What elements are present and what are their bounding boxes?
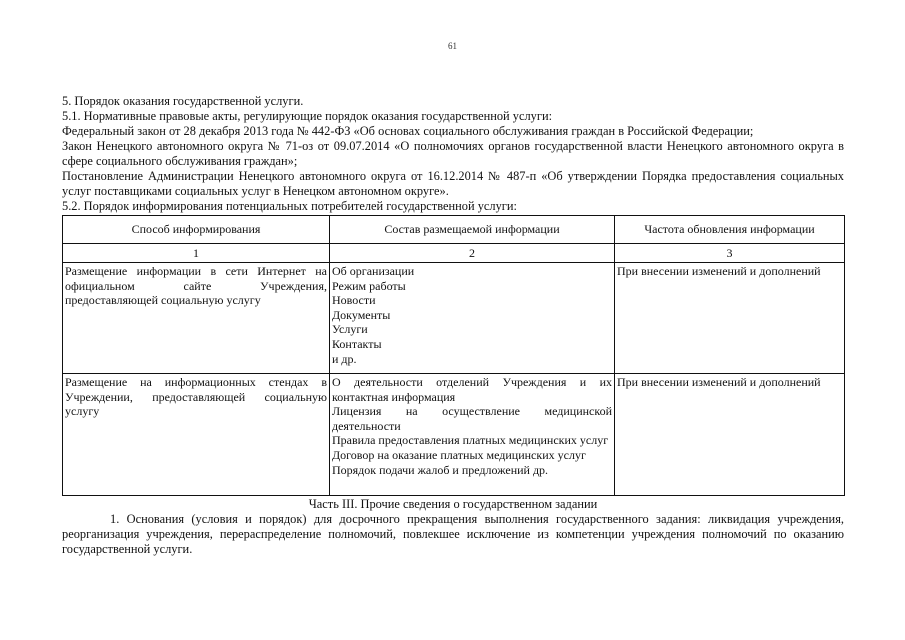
- document-body: [62, 94, 844, 557]
- section-5-2-heading: 5.2. Порядок информирования потенциальных потребителей государственной услуги:: [62, 199, 517, 213]
- table-header-cell: Состав размещаемой информации: [330, 216, 615, 244]
- section-5-heading: 5. Порядок оказания государственной услуги.: [62, 94, 304, 108]
- administration-resolution-reference: Постановление Администрации Ненецкого автономного округа от 16.12.2014 № 487-п «Об утверждении Порядка предоставления социальных услуг поставщиками социальных услуг в Ненецком автономном округе».: [62, 169, 844, 198]
- content-cell: [330, 263, 615, 374]
- regional-law-reference: Закон Ненецкого автономного округа № 71-оз от 09.07.2014 «О полномочиях органов государственной власти Ненецкого автономного округа в сфере социального обслуживания граждан»;: [62, 139, 844, 168]
- content-item: Контакты: [332, 336, 382, 351]
- content-cell: [330, 374, 615, 496]
- table-header-cell: Частота обновления информации: [615, 216, 845, 244]
- method-cell: Размещение на информационных стендах в Учреждении, предоставляющей социальную услугу: [63, 374, 330, 496]
- content-item: Порядок подачи жалоб и предложений др.: [332, 462, 549, 477]
- table-header-row: [63, 216, 845, 244]
- content-item: Правила предоставления платных медицинских услуг: [332, 433, 609, 448]
- frequency-cell: При внесении изменений и дополнений: [615, 263, 845, 374]
- column-number-cell: 1: [63, 244, 330, 263]
- content-item: Услуги: [332, 322, 368, 337]
- frequency-cell: При внесении изменений и дополнений: [615, 374, 845, 496]
- content-item: Лицензия на осуществление медицинской деятельности: [332, 404, 612, 433]
- content-item: Документы: [332, 307, 391, 322]
- informing-table: [62, 215, 845, 496]
- federal-law-reference: Федеральный закон от 28 декабря 2013 года № 442-ФЗ «Об основах социального обслуживания граждан в Российской Федерации;: [62, 124, 754, 138]
- table-row: [63, 374, 845, 496]
- content-item: Об организации: [332, 264, 415, 278]
- section-5-1-heading: 5.1. Нормативные правовые акты, регулирующие порядок оказания государственной услуги:: [62, 109, 553, 123]
- content-item: Новости: [332, 293, 376, 308]
- part-3-title: Часть III. Прочие сведения о государственном задании: [308, 497, 598, 511]
- column-number-cell: 2: [330, 244, 615, 263]
- column-number-cell: 3: [615, 244, 845, 263]
- part-3-paragraph: 1. Основания (условия и порядок) для досрочного прекращения выполнения государственного задания: ликвидация учреждения, реорганизация учреждения, перераспределение полномочий, повлекшее исключение из компетенции учреждения полномочий по оказанию государственной услуги.: [62, 512, 844, 556]
- content-item: О деятельности отделений Учреждения и их контактная информация: [332, 375, 612, 404]
- content-item: Договор на оказание платных медицинских услуг: [332, 447, 586, 462]
- page-number: 61: [448, 41, 457, 51]
- content-item: и др.: [332, 351, 357, 366]
- content-item: Режим работы: [332, 278, 406, 293]
- table-header-cell: Способ информирования: [63, 216, 330, 244]
- method-cell: Размещение информации в сети Интернет на официальном сайте Учреждения, предоставляющей социальную услугу: [63, 263, 330, 374]
- table-row: [63, 263, 845, 374]
- table-column-number-row: [63, 244, 845, 263]
